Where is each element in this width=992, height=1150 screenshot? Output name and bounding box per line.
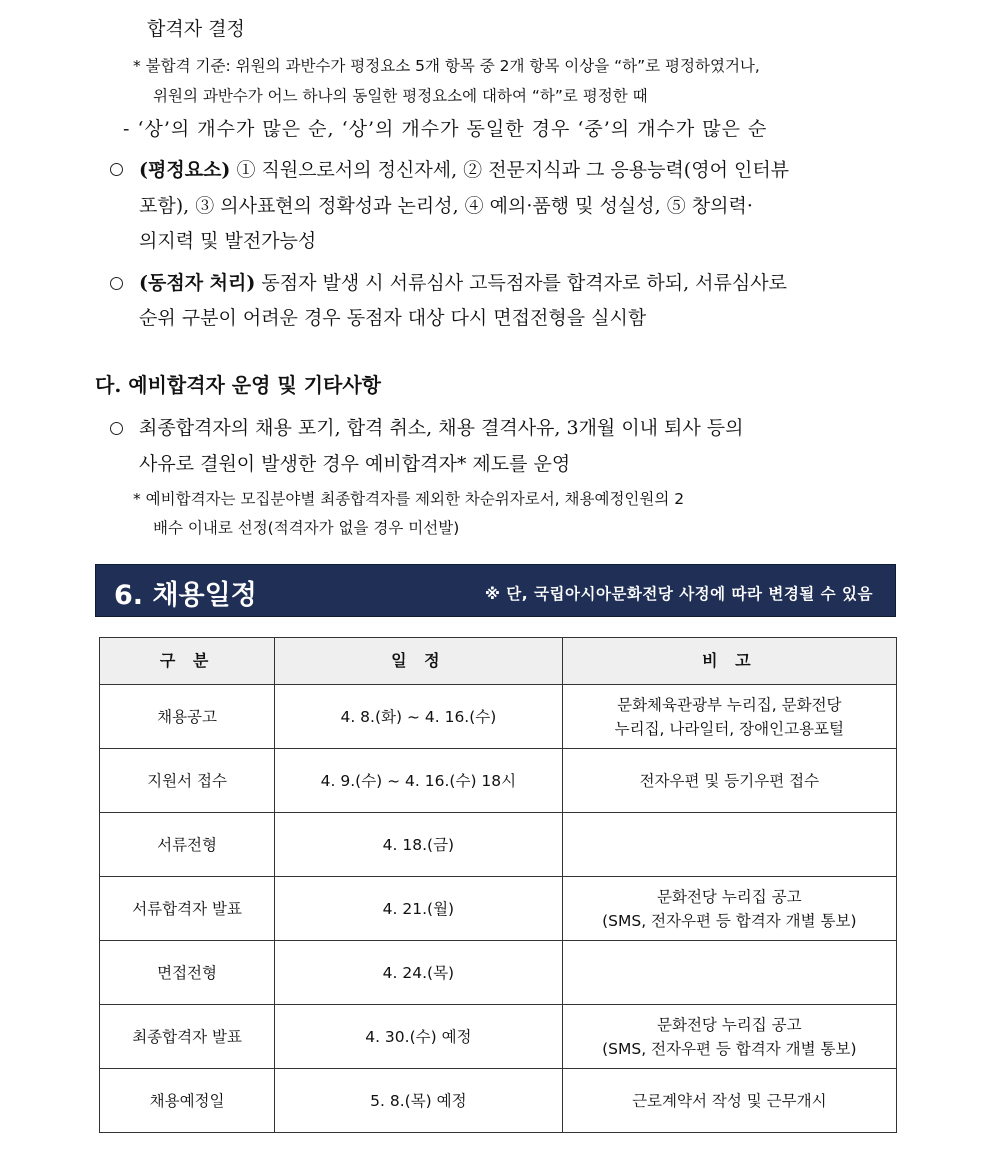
header-schedule: 일 정 xyxy=(275,638,563,685)
remarks-line1: 문화전당 누리집 공고 xyxy=(657,1015,802,1034)
fail-criteria-note: * 불합격 기준: 위원의 과반수가 평정요소 5개 항목 중 2개 항목 이상을 “하”로 평정하였거나, xyxy=(133,57,760,75)
row-category: 채용공고 xyxy=(100,685,275,749)
row-date: 5. 8.(목) 예정 xyxy=(275,1069,563,1133)
row-date: 4. 18.(금) xyxy=(275,813,563,877)
result-decision-text: 합격자 결정 xyxy=(147,18,245,40)
header-category: 구 분 xyxy=(100,638,275,685)
row-remarks xyxy=(562,877,896,941)
reserve-line1: 최종합격자의 채용 포기, 합격 취소, 채용 결격사유, 3개월 이내 퇴사 등의 xyxy=(139,417,744,439)
row-remarks xyxy=(562,1005,896,1069)
eval-elements-line1 xyxy=(139,155,789,182)
tie-rule-line1 xyxy=(139,268,787,295)
remarks-line2: 누리집, 나라일터, 장애인고용포털 xyxy=(614,719,844,738)
bullet-circle-icon xyxy=(110,163,123,176)
row-category: 서류합격자 발표 xyxy=(100,877,275,941)
row-date: 4. 30.(수) 예정 xyxy=(275,1005,563,1069)
remarks-line2: (SMS, 전자우편 등 합격자 개별 통보) xyxy=(602,1039,857,1058)
row-remarks xyxy=(562,749,896,813)
row-date: 4. 24.(목) xyxy=(275,941,563,1005)
table-row xyxy=(100,941,897,1005)
remarks-line1: 전자우편 및 등기우편 접수 xyxy=(639,771,820,790)
remarks-line1: 근로계약서 작성 및 근무개시 xyxy=(632,1091,827,1110)
table-row xyxy=(100,685,897,749)
fail-criteria-note-cont: 위원의 과반수가 어느 하나의 동일한 평정요소에 대하여 “하”로 평정한 때 xyxy=(153,87,648,105)
reserve-note-line1: * 예비합격자는 모집분야별 최종합격자를 제외한 차순위자로서, 채용예정인원의 2 xyxy=(133,490,685,508)
bullet-circle-icon xyxy=(110,277,123,290)
table-row xyxy=(100,1005,897,1069)
remarks-line2: (SMS, 전자우편 등 합격자 개별 통보) xyxy=(602,911,857,930)
eval-elements-line3: 의지력 및 발전가능성 xyxy=(139,230,317,252)
section-6-header xyxy=(95,564,896,617)
row-remarks xyxy=(562,685,896,749)
row-remarks xyxy=(562,813,896,877)
eval-elements-head: (평정요소) xyxy=(139,159,231,181)
tie-rule-text: 동점자 발생 시 서류심사 고득점자를 합격자로 하되, 서류심사로 xyxy=(261,272,787,294)
row-category: 최종합격자 발표 xyxy=(100,1005,275,1069)
row-category: 면접전형 xyxy=(100,941,275,1005)
row-date: 4. 9.(수) ~ 4. 16.(수) 18시 xyxy=(275,749,563,813)
row-category: 채용예정일 xyxy=(100,1069,275,1133)
table-row xyxy=(100,813,897,877)
row-date: 4. 21.(월) xyxy=(275,877,563,941)
table-row xyxy=(100,749,897,813)
schedule-table xyxy=(99,637,897,1133)
row-category: 지원서 접수 xyxy=(100,749,275,813)
eval-elements-text: ① 직원으로서의 정신자세, ② 전문지식과 그 응용능력(영어 인터뷰 xyxy=(236,159,790,181)
section-6-title: 6. 채용일정 xyxy=(114,580,257,611)
tie-rule-line2: 순위 구분이 어려운 경우 동점자 대상 다시 면접전형을 실시함 xyxy=(139,307,647,329)
row-remarks xyxy=(562,941,896,1005)
eval-elements-line2: 포함), ③ 의사표현의 정확성과 논리성, ④ 예의·품행 및 성실성, ⑤ 창의력· xyxy=(139,195,753,217)
table-row xyxy=(100,1069,897,1133)
remarks-line1: 문화전당 누리집 공고 xyxy=(657,887,802,906)
bullet-circle-icon xyxy=(110,422,123,435)
row-remarks xyxy=(562,1069,896,1133)
section-da-heading: 다. 예비합격자 운영 및 기타사항 xyxy=(95,373,381,397)
row-date: 4. 8.(화) ~ 4. 16.(수) xyxy=(275,685,563,749)
table-row xyxy=(100,877,897,941)
row-category: 서류전형 xyxy=(100,813,275,877)
reserve-line2: 사유로 결원이 발생한 경우 예비합격자* 제도를 운영 xyxy=(139,453,571,475)
section-6-note: ※ 단, 국립아시아문화전당 사정에 따라 변경될 수 있음 xyxy=(484,585,873,603)
ranking-rule-text: - ‘상’의 개수가 많은 순, ‘상’의 개수가 동일한 경우 ‘중’의 개수가 많은 순 xyxy=(123,118,768,140)
tie-rule-head: (동점자 처리) xyxy=(139,272,256,294)
reserve-note-line2: 배수 이내로 선정(적격자가 없을 경우 미선발) xyxy=(153,519,460,537)
header-remarks: 비 고 xyxy=(562,638,896,685)
remarks-line1: 문화체육관광부 누리집, 문화전당 xyxy=(617,695,842,714)
table-header-row xyxy=(100,638,897,685)
